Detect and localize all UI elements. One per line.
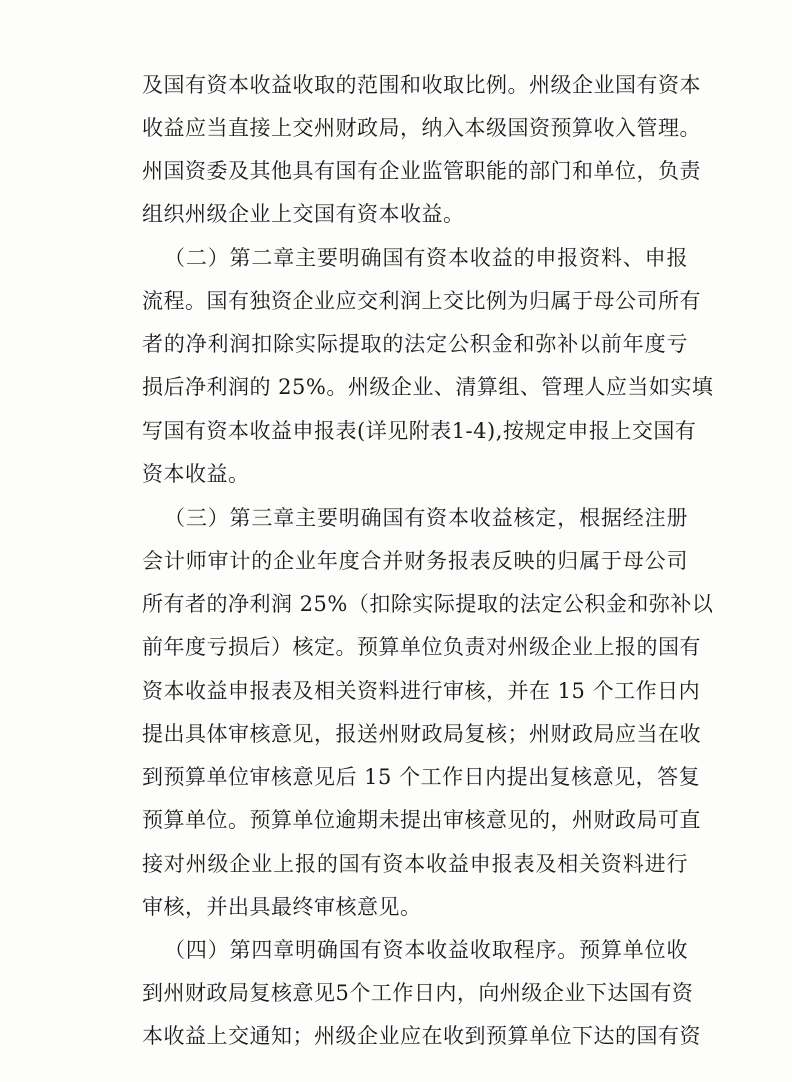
text-line: 到预算单位审核意见后 15 个工作日内提出复核意见，答复	[142, 765, 701, 789]
text-line: 接对州级企业上报的国有资本收益申报表及相关资料进行	[142, 852, 688, 876]
text-line: 损后净利润的 25%。州级企业、清算组、管理人应当如实填	[142, 375, 714, 399]
text-line: 会计师审计的企业年度合并财务报表反映的归属于母公司	[142, 549, 688, 573]
text-line: 前年度亏损后）核定。预算单位负责对州级企业上报的国有	[142, 635, 701, 659]
text-line: 及国有资本收益收取的范围和收取比例。州级企业国有资本	[142, 73, 701, 97]
text-line: 预算单位。预算单位逾期未提出审核意见的，州财政局可直	[142, 808, 701, 832]
text-line: 资本收益申报表及相关资料进行审核，并在 15 个工作日内	[142, 679, 701, 703]
text-line: （二）第二章主要明确国有资本收益的申报资料、申报	[164, 246, 688, 270]
text-line: 州国资委及其他具有国有企业监管职能的部门和单位，负责	[142, 159, 701, 183]
text-line: 本收益上交通知；州级企业应在收到预算单位下达的国有资	[142, 1024, 701, 1048]
text-line: 提出具体审核意见，报送州财政局复核；州财政局应当在收	[142, 722, 701, 746]
text-line: （四）第四章明确国有资本收益收取程序。预算单位收	[164, 938, 688, 962]
text-line: （三）第三章主要明确国有资本收益核定，根据经注册	[164, 506, 688, 530]
text-line: 审核，并出具最终审核意见。	[142, 895, 422, 919]
text-line: 收益应当直接上交州财政局，纳入本级国资预算收入管理。	[142, 116, 701, 140]
text-line: 资本收益。	[142, 462, 250, 486]
text-line: 写国有资本收益申报表(详见附表1-4),按规定申报上交国有	[142, 419, 697, 443]
text-line: 所有者的净利润 25%（扣除实际提取的法定公积金和弥补以	[142, 592, 714, 616]
text-line: 者的净利润扣除实际提取的法定公积金和弥补以前年度亏	[142, 332, 688, 356]
text-line: 流程。国有独资企业应交利润上交比例为归属于母公司所有	[142, 289, 701, 313]
text-line: 到州财政局复核意见5个工作日内，向州级企业下达国有资	[142, 981, 694, 1005]
text-line: 组织州级企业上交国有资本收益。	[142, 202, 465, 226]
